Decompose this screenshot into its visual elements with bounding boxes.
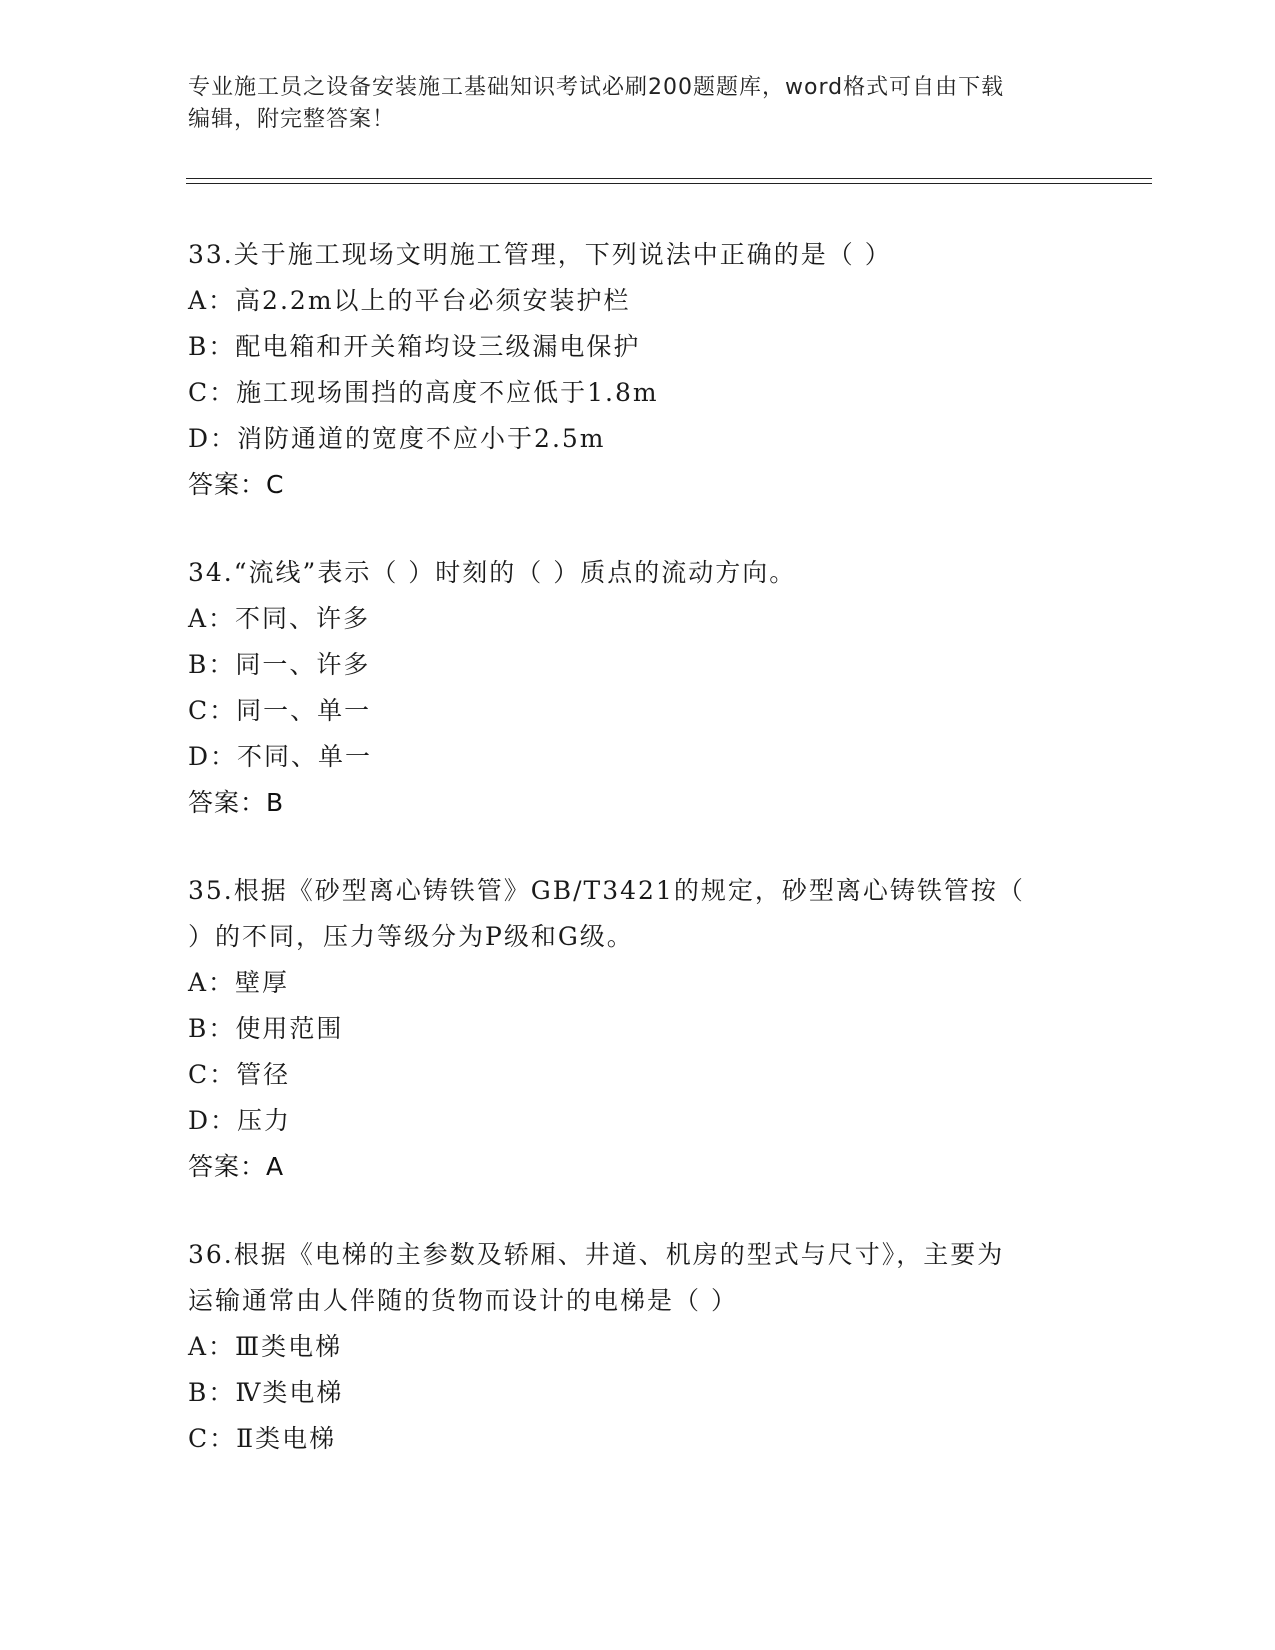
option-a: A：不同、许多 [188,604,371,633]
option-c: C：同一、单一 [188,696,372,725]
answer-text: 答案：B [188,788,285,817]
question-stem-line-1: 35.根据《砂型离心铸铁管》GB/T3421的规定，砂型离心铸铁管按（ [188,876,1025,905]
option-c: C：管径 [188,1060,291,1089]
header-divider-bottom [186,183,1152,184]
header-line-1: 专业施工员之设备安装施工基础知识考试必刷200题题库，word格式可自由下载 [188,75,1005,100]
option-c: C：Ⅱ类电梯 [188,1424,337,1453]
option-a: A：高2.2m以上的平台必须安装护栏 [188,286,631,315]
question-stem: 33.关于施工现场文明施工管理，下列说法中正确的是（ ） [188,240,892,269]
option-a: A：壁厚 [188,968,290,997]
header-line-2: 编辑，附完整答案！ [188,107,396,132]
option-c: C：施工现场围挡的高度不应低于1.8m [188,378,659,407]
option-b: B：使用范围 [188,1014,344,1043]
answer-text: 答案：C [188,470,285,499]
document-header [188,72,1088,136]
question-35 [188,868,1088,1190]
question-stem-line-1: 36.根据《电梯的主参数及轿厢、井道、机房的型式与尺寸》，主要为 [188,1240,1005,1269]
question-stem-line-2: ）的不同，压力等级分为P级和G级。 [188,922,634,951]
question-list [188,232,1088,1504]
question-36 [188,1232,1088,1462]
question-33 [188,232,1088,508]
option-d: D：压力 [188,1106,292,1135]
option-a: A：Ⅲ类电梯 [188,1332,343,1361]
option-d: D：消防通道的宽度不应小于2.5m [188,424,606,453]
header-divider-top [186,178,1152,179]
option-b: B：同一、许多 [188,650,371,679]
answer-text: 答案：A [188,1152,285,1181]
option-d: D：不同、单一 [188,742,373,771]
question-34 [188,550,1088,826]
option-b: B：配电箱和开关箱均设三级漏电保护 [188,332,641,361]
question-stem: 34.“流线”表示（ ）时刻的（ ）质点的流动方向。 [188,558,797,587]
option-b: B：Ⅳ类电梯 [188,1378,344,1407]
question-stem-line-2: 运输通常由人伴随的货物而设计的电梯是（ ） [188,1286,738,1315]
